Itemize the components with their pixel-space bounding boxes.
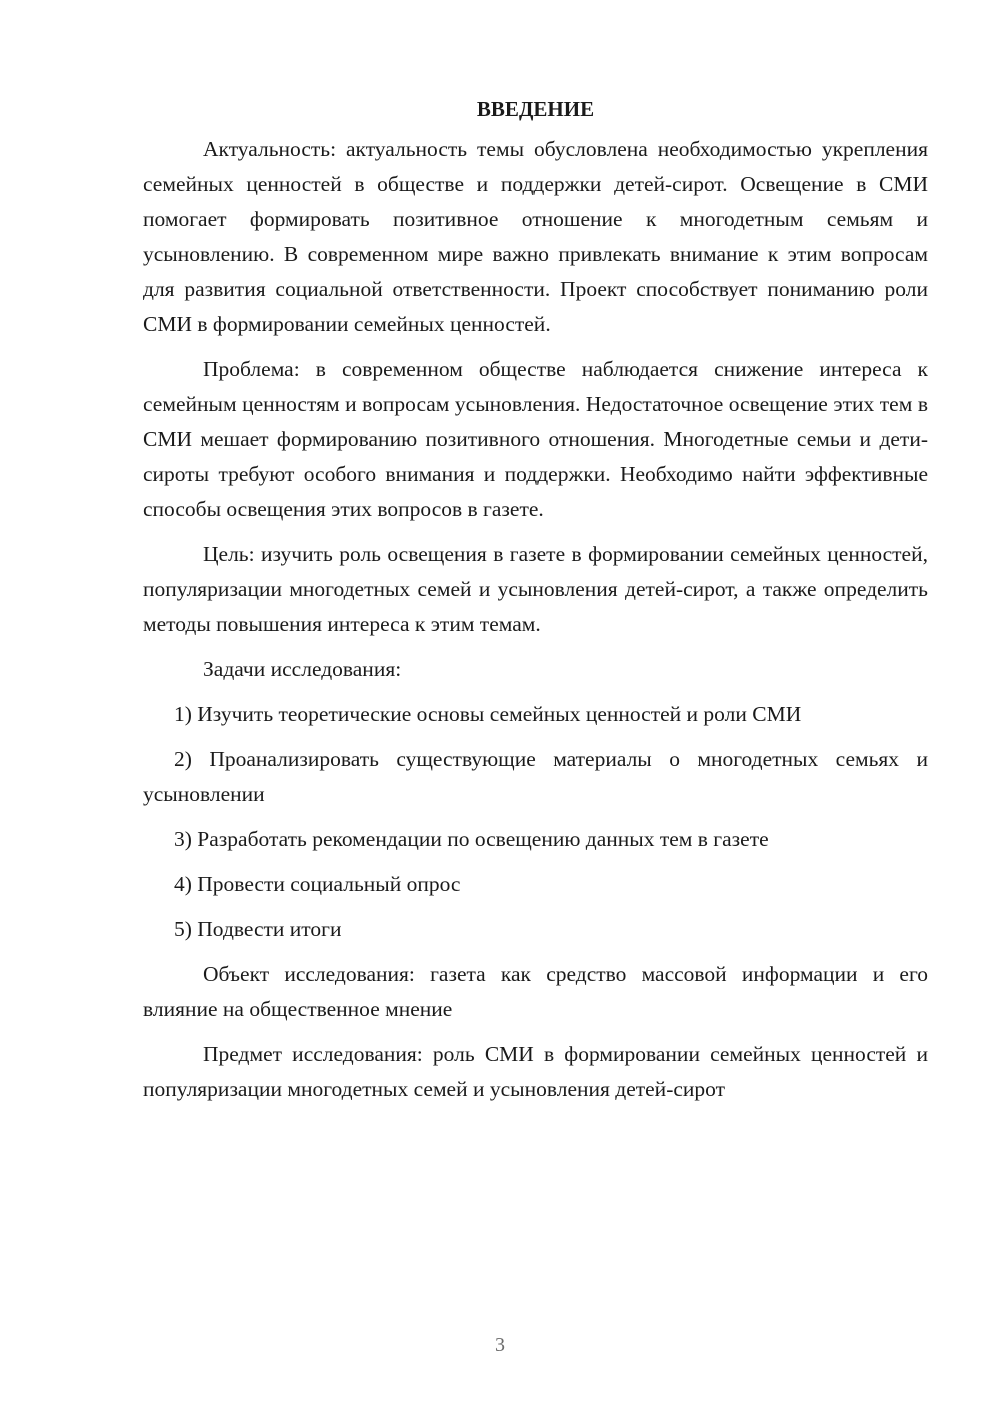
paragraph-subject: Предмет исследования: роль СМИ в формировании семейных ценностей и популяризации многодетных семей и усыновления детей-сирот bbox=[143, 1042, 928, 1101]
paragraph-tasks-heading: Задачи исследования: bbox=[203, 657, 402, 681]
task-item-3: 3) Разработать рекомендации по освещению данных тем в газете bbox=[174, 827, 769, 851]
section-title: ВВЕДЕНИЕ bbox=[476, 97, 595, 121]
task-item-2: 2) Проанализировать существующие материалы о многодетных семьях и усыновлении bbox=[143, 747, 928, 806]
page-number: 3 bbox=[495, 1334, 505, 1356]
paragraph-goal: Цель: изучить роль освещения в газете в формировании семейных ценностей, популяризации многодетных семей и усыновления детей-сирот, а также определить методы повышения интереса к этим темам. bbox=[143, 542, 928, 636]
paragraph-relevance: Актуальность: актуальность темы обусловлена необходимостью укрепления семейных ценностей в обществе и поддержки детей-сирот. Освещение в СМИ помогает формировать позитивное отношение к многодетным семьям и усыновлению. В современном мире важно привлекать внимание к этим вопросам для развития социальной ответственности. Проект способствует пониманию роли СМИ в формировании семейных ценностей. bbox=[143, 137, 928, 336]
task-item-5: 5) Подвести итоги bbox=[174, 917, 342, 941]
paragraph-object: Объект исследования: газета как средство массовой информации и его влияние на общественное мнение bbox=[143, 962, 928, 1021]
task-item-1: 1) Изучить теоретические основы семейных ценностей и роли СМИ bbox=[174, 702, 802, 726]
task-item-4: 4) Провести социальный опрос bbox=[174, 872, 461, 896]
paragraph-problem: Проблема: в современном обществе наблюдается снижение интереса к семейным ценностям и вопросам усыновления. Недостаточное освещение этих тем в СМИ мешает формированию позитивного отношения. Многодетные семьи и дети-сироты требуют особого внимания и поддержки. Необходимо найти эффективные способы освещения этих вопросов в газете. bbox=[143, 357, 928, 521]
document-page bbox=[143, 92, 928, 1117]
